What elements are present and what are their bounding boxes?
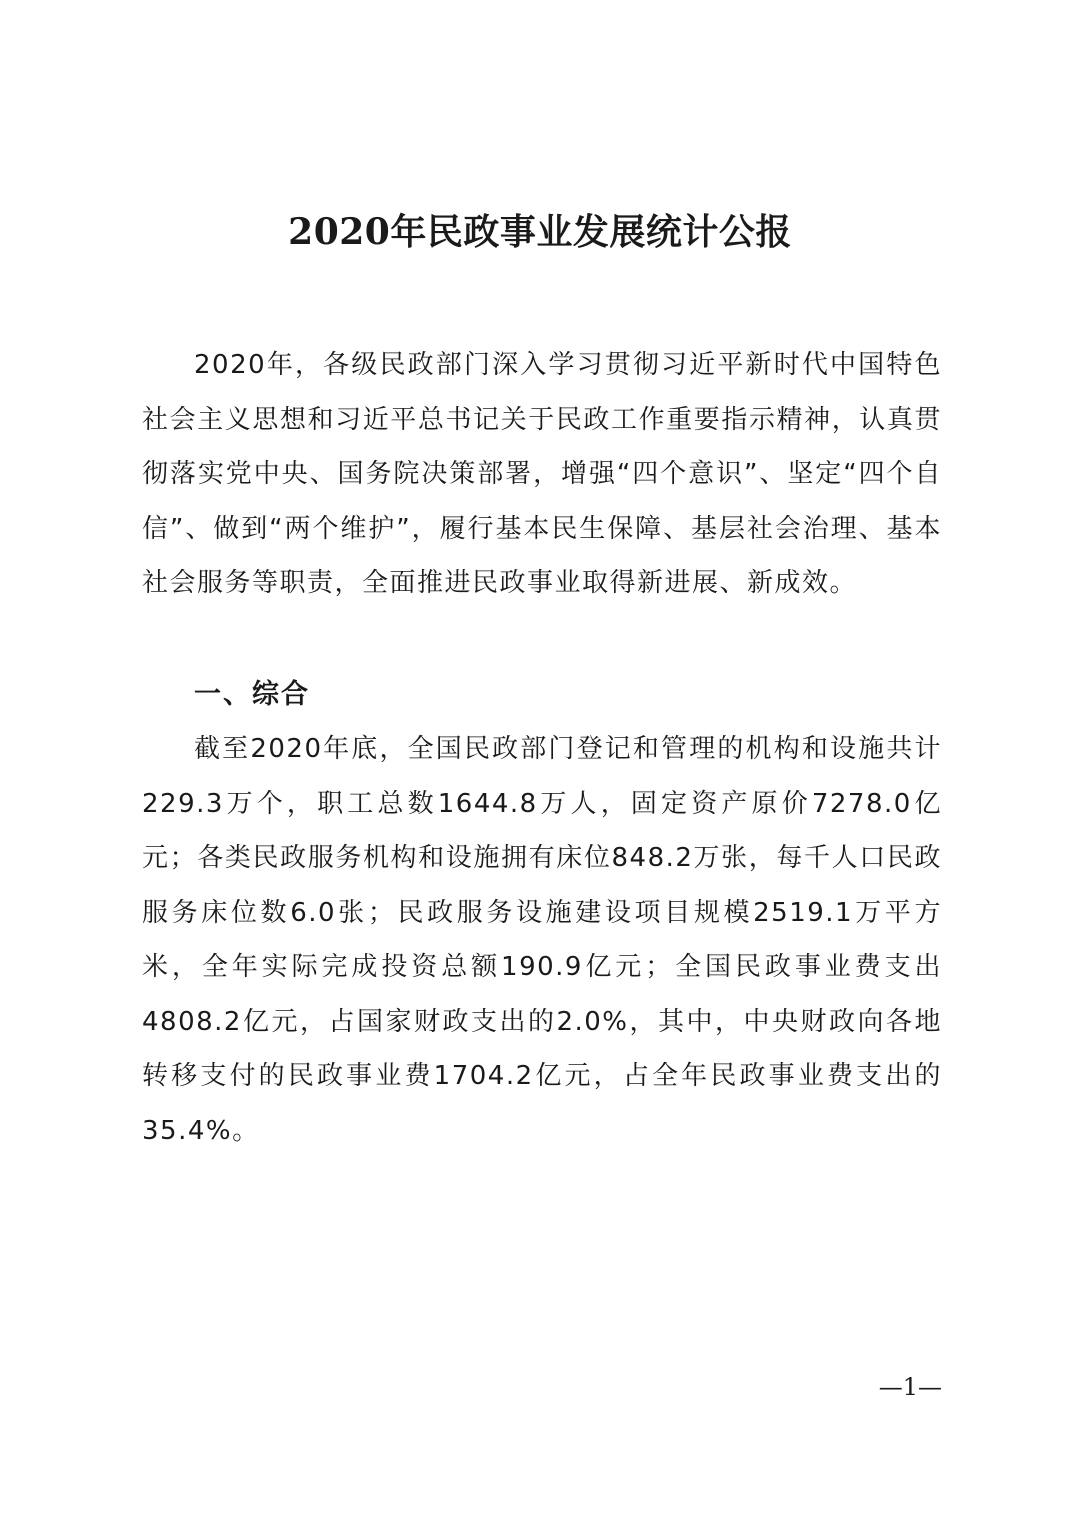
section-heading: 一、综合 <box>194 679 310 710</box>
page-number: —1— <box>878 1373 942 1401</box>
document-title: 2020年民政事业发展统计公报 <box>288 211 792 253</box>
section-paragraph: 截至2020年底，全国民政部门登记和管理的机构和设施共计229.3万个，职工总数1644.8万人，固定资产原价7278.0亿元；各类民政服务机构和设施拥有床位848.2万张，每千人口民政服务床位数6.0张；民政服务设施建设项目规模2519.1万平方米，全年实际完成投资总额190.9亿元；全国民政事业费支出4808.2亿元，占国家财政支出的2.0%，其中，中央财政向各地转移支付的民政事业费1704.2亿元，占全年民政事业费支出的35.4%。 <box>142 734 942 1146</box>
intro-paragraph: 2020年，各级民政部门深入学习贯彻习近平新时代中国特色社会主义思想和习近平总书记关于民政工作重要指示精神，认真贯彻落实党中央、国务院决策部署，增强“四个意识”、坚定“四个自信”、做到“两个维护”，履行基本民生保障、基层社会治理、基本社会服务等职责，全面推进民政事业取得新进展、新成效。 <box>142 350 942 598</box>
